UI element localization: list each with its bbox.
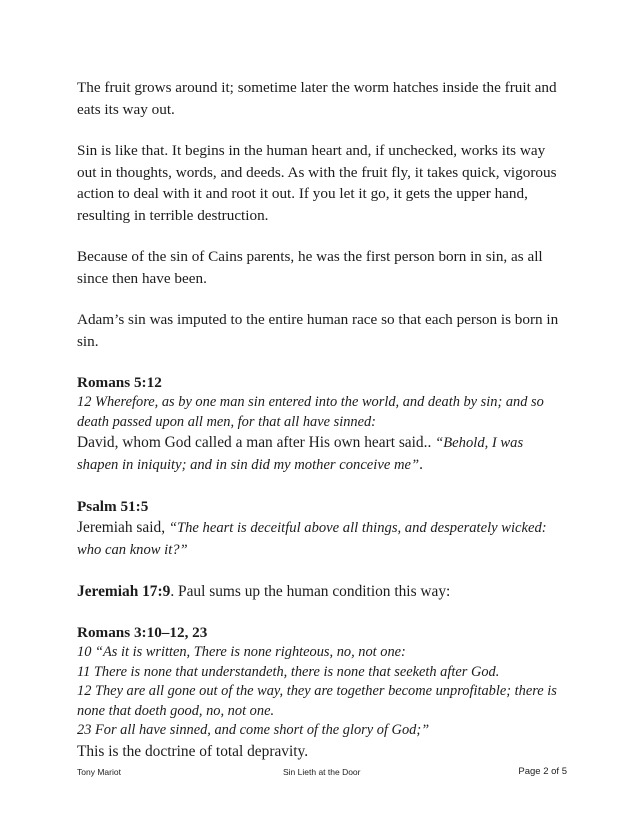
commentary-text — [77, 432, 567, 476]
sentence-end: . — [419, 456, 423, 473]
section-psalm-51-5 — [77, 496, 567, 561]
scripture-reference: Psalm 51:5 — [77, 498, 149, 515]
scripture-quote: “Behold, I was shapen in iniquity; and in sin did my mother conceive me” — [77, 435, 524, 473]
scripture-reference: Jeremiah 17:9 — [77, 583, 171, 600]
paragraph-cains-parents: Because of the sin of Cains parents, he was the first person born in sin, as all since then have been. — [77, 248, 543, 287]
scripture-verse: 12 Wherefore, as by one man sin entered into the world, and death by sin; and so death passed upon all men, for that all have sinned: — [77, 394, 544, 430]
paragraph-jeremiah — [77, 581, 567, 602]
paragraph-fruit: The fruit grows around it; sometime later the worm hatches inside the fruit and eats its way out. — [77, 79, 557, 118]
page-footer — [77, 767, 567, 781]
page-body — [77, 77, 567, 762]
scripture-reference: Romans 3:10–12, 23 — [77, 624, 208, 641]
conclusion-text: This is the doctrine of total depravity. — [77, 742, 309, 760]
scripture-verse-10: 10 “As it is written, There is none righteous, no, not one: — [77, 644, 406, 660]
footer-page-number: Page 2 of 5 — [518, 766, 567, 777]
footer-author: Tony Mariot — [77, 767, 121, 777]
footer-title: Sin Lieth at the Door — [283, 767, 361, 777]
scripture-quote: “The heart is deceitful above all things, and desperately wicked: who can know it?” — [77, 520, 547, 558]
scripture-verse-11: 11 There is none that understandeth, there is none that seeketh after God. — [77, 663, 500, 680]
commentary-intro: Jeremiah said, — [77, 519, 169, 536]
commentary-text: . Paul sums up the human condition this way: — [170, 583, 451, 600]
paragraph-sin-like-that: Sin is like that. It begins in the human heart and, if unchecked, works its way out in thoughts, words, and deeds. As with the fruit fly, it takes quick, vigorous action to deal with it and root it out. If you let it go, it gets the upper hand, resulting in terrible destruction. — [77, 142, 557, 224]
section-romans-3-10 — [77, 622, 567, 762]
scripture-reference: Romans 5:12 — [77, 374, 162, 391]
commentary-intro: David, whom God called a man after His own heart said.. — [77, 434, 436, 451]
paragraph-adams-sin: Adam’s sin was imputed to the entire human race so that each person is born in sin. — [77, 311, 559, 350]
section-romans-5-12 — [77, 372, 567, 476]
scripture-verse-12: 12 They are all gone out of the way, they are together become unprofitable; there is none that doeth good, no, not one. — [77, 683, 557, 719]
commentary-text — [77, 517, 567, 561]
scripture-verse-23: 23 For all have sinned, and come short of the glory of God;” — [77, 722, 430, 738]
